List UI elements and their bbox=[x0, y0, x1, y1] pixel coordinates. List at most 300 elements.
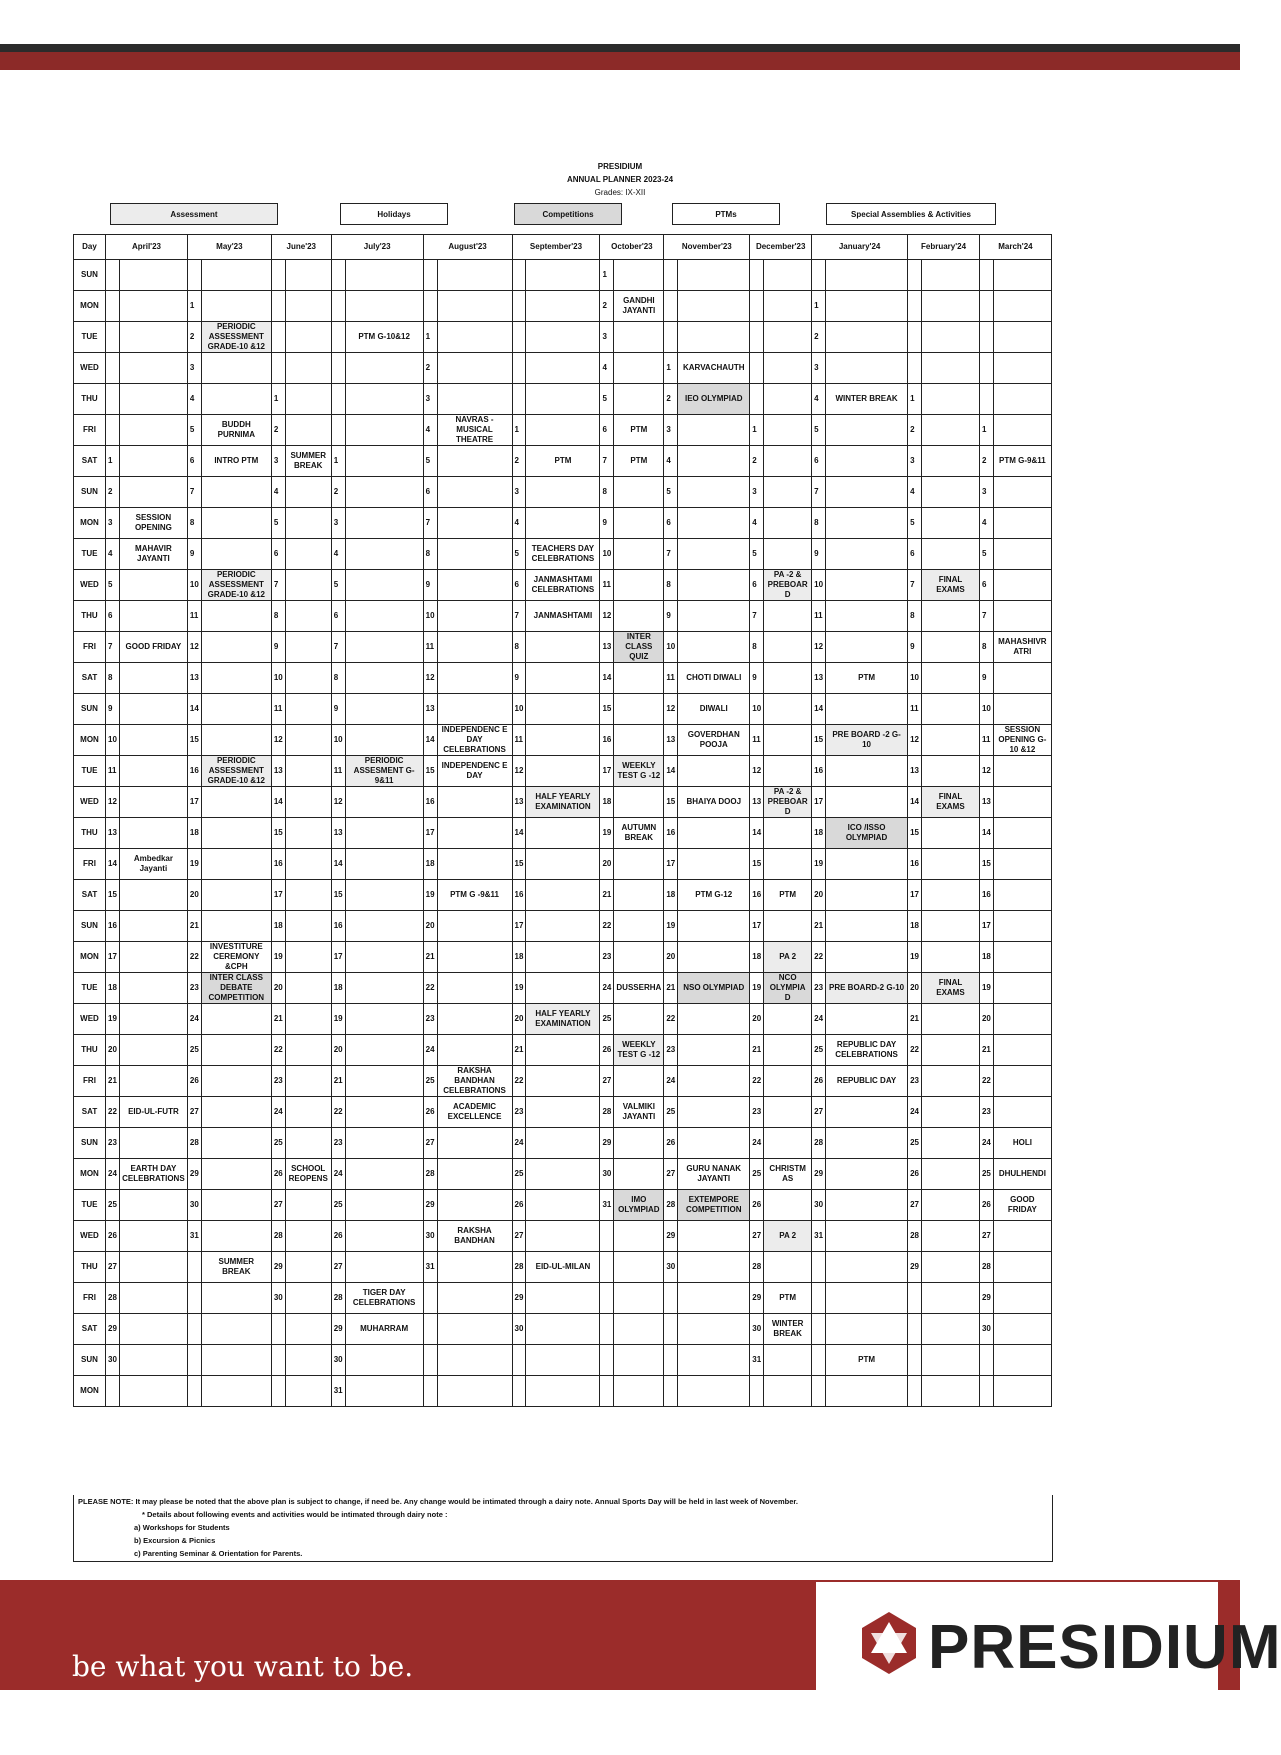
date-number: 5 bbox=[331, 570, 345, 601]
date-number: 30 bbox=[423, 1221, 437, 1252]
event-cell bbox=[921, 818, 979, 849]
event-cell bbox=[826, 601, 908, 632]
date-number: 29 bbox=[512, 1283, 526, 1314]
date-number bbox=[187, 1376, 201, 1407]
event-cell: DHULHENDI bbox=[993, 1159, 1051, 1190]
date-number: 23 bbox=[187, 973, 201, 1004]
event-cell bbox=[526, 663, 600, 694]
date-number: 3 bbox=[331, 508, 345, 539]
event-cell bbox=[678, 849, 750, 880]
date-number: 21 bbox=[106, 1066, 120, 1097]
table-row bbox=[74, 353, 1052, 384]
event-cell: PERIODIC ASSESMENT G-9&11 bbox=[345, 756, 423, 787]
date-number: 7 bbox=[423, 508, 437, 539]
table-row bbox=[74, 942, 1052, 973]
date-number: 26 bbox=[512, 1190, 526, 1221]
event-cell bbox=[921, 1128, 979, 1159]
date-number: 9 bbox=[423, 570, 437, 601]
date-number: 14 bbox=[106, 849, 120, 880]
table-row bbox=[74, 260, 1052, 291]
event-cell bbox=[993, 539, 1051, 570]
date-number: 18 bbox=[600, 787, 614, 818]
event-cell bbox=[285, 632, 331, 663]
date-number: 10 bbox=[908, 663, 922, 694]
event-cell bbox=[826, 291, 908, 322]
date-number: 13 bbox=[600, 632, 614, 663]
event-cell bbox=[526, 1066, 600, 1097]
event-cell bbox=[437, 508, 512, 539]
date-number: 28 bbox=[908, 1221, 922, 1252]
event-cell bbox=[993, 1314, 1051, 1345]
date-number: 12 bbox=[423, 663, 437, 694]
event-cell bbox=[285, 694, 331, 725]
event-cell: EID-UL-MILAN bbox=[526, 1252, 600, 1283]
event-cell: GOVERDHAN POOJA bbox=[678, 725, 750, 756]
date-number: 24 bbox=[512, 1128, 526, 1159]
event-cell bbox=[345, 1066, 423, 1097]
date-number: 2 bbox=[908, 415, 922, 446]
event-cell: INDEPENDENC E DAY CELEBRATIONS bbox=[437, 725, 512, 756]
event-cell bbox=[614, 1221, 664, 1252]
event-cell bbox=[526, 1221, 600, 1252]
date-number: 15 bbox=[331, 880, 345, 911]
date-number: 31 bbox=[331, 1376, 345, 1407]
event-cell bbox=[678, 1283, 750, 1314]
date-number: 14 bbox=[664, 756, 678, 787]
month-header-row bbox=[74, 235, 1052, 260]
date-number: 17 bbox=[271, 880, 285, 911]
event-cell bbox=[764, 1190, 812, 1221]
date-number: 4 bbox=[750, 508, 764, 539]
event-cell bbox=[285, 1066, 331, 1097]
event-cell bbox=[119, 1004, 187, 1035]
legend-competitions: Competitions bbox=[514, 203, 622, 225]
event-cell: PERIODIC ASSESSMENT GRADE-10 &12 bbox=[201, 322, 271, 353]
date-number: 1 bbox=[664, 353, 678, 384]
event-cell bbox=[345, 1345, 423, 1376]
table-row bbox=[74, 1159, 1052, 1190]
date-number bbox=[979, 322, 993, 353]
event-cell bbox=[345, 1252, 423, 1283]
date-number bbox=[331, 415, 345, 446]
date-number: 10 bbox=[664, 632, 678, 663]
date-number: 22 bbox=[600, 911, 614, 942]
date-number: 21 bbox=[979, 1035, 993, 1066]
event-cell bbox=[921, 1376, 979, 1407]
date-number: 29 bbox=[908, 1252, 922, 1283]
legend-special-assemblies: Special Assemblies & Activities bbox=[826, 203, 996, 225]
event-cell bbox=[437, 291, 512, 322]
weekday-cell: THU bbox=[74, 1035, 106, 1066]
event-cell bbox=[614, 1252, 664, 1283]
date-number: 16 bbox=[187, 756, 201, 787]
event-cell bbox=[993, 415, 1051, 446]
date-number: 5 bbox=[187, 415, 201, 446]
event-cell bbox=[345, 508, 423, 539]
event-cell bbox=[764, 260, 812, 291]
event-cell bbox=[614, 787, 664, 818]
event-cell bbox=[285, 1097, 331, 1128]
event-cell: REPUBLIC DAY bbox=[826, 1066, 908, 1097]
weekday-cell: WED bbox=[74, 570, 106, 601]
event-cell bbox=[201, 818, 271, 849]
event-cell bbox=[993, 477, 1051, 508]
event-cell bbox=[526, 849, 600, 880]
date-number: 8 bbox=[908, 601, 922, 632]
event-cell bbox=[526, 353, 600, 384]
date-number: 30 bbox=[979, 1314, 993, 1345]
event-cell bbox=[345, 942, 423, 973]
event-cell bbox=[764, 725, 812, 756]
date-number bbox=[908, 1345, 922, 1376]
event-cell bbox=[437, 942, 512, 973]
date-number: 7 bbox=[908, 570, 922, 601]
date-number: 23 bbox=[512, 1097, 526, 1128]
weekday-cell: MON bbox=[74, 1376, 106, 1407]
date-number: 24 bbox=[812, 1004, 826, 1035]
date-number bbox=[664, 1314, 678, 1345]
event-cell bbox=[921, 291, 979, 322]
date-number: 25 bbox=[812, 1035, 826, 1066]
date-number: 28 bbox=[331, 1283, 345, 1314]
date-number bbox=[750, 1376, 764, 1407]
event-cell bbox=[921, 260, 979, 291]
event-cell bbox=[285, 477, 331, 508]
date-number: 4 bbox=[423, 415, 437, 446]
event-cell bbox=[437, 1376, 512, 1407]
date-number: 3 bbox=[979, 477, 993, 508]
event-cell: PTM bbox=[764, 1283, 812, 1314]
event-cell: EXTEMPORE COMPETITION bbox=[678, 1190, 750, 1221]
weekday-cell: SAT bbox=[74, 880, 106, 911]
date-number: 20 bbox=[812, 880, 826, 911]
event-cell bbox=[921, 1159, 979, 1190]
date-number bbox=[331, 353, 345, 384]
event-cell bbox=[764, 1035, 812, 1066]
date-number: 7 bbox=[979, 601, 993, 632]
table-row bbox=[74, 322, 1052, 353]
date-number: 27 bbox=[423, 1128, 437, 1159]
date-number: 15 bbox=[908, 818, 922, 849]
event-cell: PTM bbox=[614, 415, 664, 446]
date-number bbox=[271, 1314, 285, 1345]
date-number: 20 bbox=[600, 849, 614, 880]
event-cell bbox=[526, 632, 600, 663]
event-cell bbox=[201, 477, 271, 508]
event-cell bbox=[285, 260, 331, 291]
weekday-cell: TUE bbox=[74, 756, 106, 787]
event-cell bbox=[678, 756, 750, 787]
date-number: 10 bbox=[106, 725, 120, 756]
event-cell bbox=[119, 1252, 187, 1283]
date-number: 16 bbox=[106, 911, 120, 942]
event-cell bbox=[921, 1035, 979, 1066]
event-cell bbox=[119, 1190, 187, 1221]
event-cell bbox=[526, 1128, 600, 1159]
table-row bbox=[74, 1221, 1052, 1252]
event-cell bbox=[526, 973, 600, 1004]
event-cell bbox=[345, 415, 423, 446]
date-number: 1 bbox=[908, 384, 922, 415]
event-cell bbox=[921, 415, 979, 446]
event-cell bbox=[921, 849, 979, 880]
weekday-cell: SUN bbox=[74, 477, 106, 508]
date-number: 28 bbox=[271, 1221, 285, 1252]
event-cell bbox=[678, 322, 750, 353]
date-number bbox=[979, 260, 993, 291]
date-number bbox=[908, 291, 922, 322]
table-row bbox=[74, 601, 1052, 632]
date-number: 3 bbox=[423, 384, 437, 415]
event-cell bbox=[437, 1159, 512, 1190]
notes-box bbox=[73, 1495, 1053, 1562]
date-number: 8 bbox=[271, 601, 285, 632]
event-cell bbox=[614, 384, 664, 415]
event-cell bbox=[678, 632, 750, 663]
date-number: 14 bbox=[750, 818, 764, 849]
month-header: December'23 bbox=[750, 235, 812, 260]
date-number: 6 bbox=[271, 539, 285, 570]
date-number: 16 bbox=[979, 880, 993, 911]
event-cell bbox=[614, 1314, 664, 1345]
event-cell: WINTER BREAK bbox=[764, 1314, 812, 1345]
date-number: 3 bbox=[187, 353, 201, 384]
table-row bbox=[74, 880, 1052, 911]
date-number: 26 bbox=[187, 1066, 201, 1097]
event-cell: PTM bbox=[826, 663, 908, 694]
date-number: 29 bbox=[979, 1283, 993, 1314]
date-number: 10 bbox=[331, 725, 345, 756]
date-number: 30 bbox=[331, 1345, 345, 1376]
date-number: 28 bbox=[979, 1252, 993, 1283]
date-number: 15 bbox=[423, 756, 437, 787]
event-cell bbox=[921, 1066, 979, 1097]
date-number: 6 bbox=[750, 570, 764, 601]
date-number: 11 bbox=[271, 694, 285, 725]
event-cell bbox=[345, 570, 423, 601]
date-number bbox=[750, 291, 764, 322]
event-cell bbox=[119, 1283, 187, 1314]
date-number: 27 bbox=[600, 1066, 614, 1097]
date-number: 11 bbox=[908, 694, 922, 725]
date-number: 31 bbox=[812, 1221, 826, 1252]
event-cell bbox=[993, 384, 1051, 415]
event-cell bbox=[921, 1314, 979, 1345]
date-number bbox=[664, 291, 678, 322]
event-cell: MAHASHIVR ATRI bbox=[993, 632, 1051, 663]
date-number: 4 bbox=[331, 539, 345, 570]
event-cell bbox=[921, 880, 979, 911]
event-cell: ACADEMIC EXCELLENCE bbox=[437, 1097, 512, 1128]
event-cell bbox=[526, 291, 600, 322]
event-cell bbox=[614, 1345, 664, 1376]
date-number: 3 bbox=[512, 477, 526, 508]
date-number: 27 bbox=[812, 1097, 826, 1128]
date-number: 10 bbox=[812, 570, 826, 601]
event-cell bbox=[285, 787, 331, 818]
date-number: 20 bbox=[423, 911, 437, 942]
date-number: 19 bbox=[812, 849, 826, 880]
event-cell: PTM bbox=[764, 880, 812, 911]
event-cell bbox=[201, 1314, 271, 1345]
date-number: 30 bbox=[664, 1252, 678, 1283]
date-number: 25 bbox=[979, 1159, 993, 1190]
month-header: May'23 bbox=[187, 235, 271, 260]
date-number: 1 bbox=[187, 291, 201, 322]
weekday-cell: TUE bbox=[74, 1190, 106, 1221]
event-cell: HOLI bbox=[993, 1128, 1051, 1159]
event-cell bbox=[526, 260, 600, 291]
date-number: 24 bbox=[331, 1159, 345, 1190]
event-cell: INTER CLASS QUIZ bbox=[614, 632, 664, 663]
event-cell bbox=[826, 1252, 908, 1283]
date-number bbox=[979, 384, 993, 415]
event-cell bbox=[526, 1035, 600, 1066]
event-cell bbox=[119, 1066, 187, 1097]
event-cell bbox=[437, 384, 512, 415]
event-cell bbox=[614, 1376, 664, 1407]
event-cell bbox=[764, 477, 812, 508]
date-number: 20 bbox=[512, 1004, 526, 1035]
date-number bbox=[908, 353, 922, 384]
date-number bbox=[812, 1283, 826, 1314]
event-cell bbox=[201, 1159, 271, 1190]
event-cell bbox=[993, 787, 1051, 818]
date-number: 16 bbox=[331, 911, 345, 942]
event-cell bbox=[345, 880, 423, 911]
event-cell bbox=[826, 446, 908, 477]
event-cell bbox=[826, 1159, 908, 1190]
date-number: 25 bbox=[423, 1066, 437, 1097]
date-number: 16 bbox=[271, 849, 285, 880]
event-cell bbox=[437, 1252, 512, 1283]
event-cell bbox=[993, 1097, 1051, 1128]
event-cell: PRE BOARD-2 G-10 bbox=[826, 973, 908, 1004]
event-cell bbox=[526, 415, 600, 446]
event-cell bbox=[614, 260, 664, 291]
month-header: July'23 bbox=[331, 235, 423, 260]
date-number: 4 bbox=[187, 384, 201, 415]
event-cell bbox=[921, 477, 979, 508]
date-number: 21 bbox=[908, 1004, 922, 1035]
date-number: 14 bbox=[812, 694, 826, 725]
date-number: 24 bbox=[908, 1097, 922, 1128]
event-cell bbox=[119, 601, 187, 632]
event-cell bbox=[345, 539, 423, 570]
event-cell bbox=[119, 818, 187, 849]
date-number: 17 bbox=[512, 911, 526, 942]
date-number: 24 bbox=[271, 1097, 285, 1128]
date-number bbox=[908, 1314, 922, 1345]
weekday-cell: FRI bbox=[74, 849, 106, 880]
event-cell bbox=[993, 756, 1051, 787]
event-cell: FINAL EXAMS bbox=[921, 787, 979, 818]
note-item: a) Workshops for Students bbox=[134, 1523, 230, 1532]
date-number: 31 bbox=[600, 1190, 614, 1221]
date-number: 8 bbox=[106, 663, 120, 694]
event-cell bbox=[201, 787, 271, 818]
date-number bbox=[423, 1345, 437, 1376]
event-cell: FINAL EXAMS bbox=[921, 973, 979, 1004]
date-number: 3 bbox=[106, 508, 120, 539]
date-number: 23 bbox=[812, 973, 826, 1004]
event-cell bbox=[993, 1221, 1051, 1252]
weekday-cell: TUE bbox=[74, 539, 106, 570]
date-number bbox=[106, 1376, 120, 1407]
event-cell: DIWALI bbox=[678, 694, 750, 725]
date-number: 6 bbox=[331, 601, 345, 632]
date-number: 31 bbox=[187, 1221, 201, 1252]
date-number: 22 bbox=[106, 1097, 120, 1128]
table-row bbox=[74, 756, 1052, 787]
event-cell bbox=[119, 973, 187, 1004]
event-cell bbox=[437, 818, 512, 849]
date-number: 6 bbox=[600, 415, 614, 446]
event-cell: PA -2 & PREBOAR D bbox=[764, 787, 812, 818]
planner-table bbox=[73, 234, 1052, 1407]
date-number: 13 bbox=[512, 787, 526, 818]
date-number: 20 bbox=[750, 1004, 764, 1035]
event-cell bbox=[345, 1128, 423, 1159]
event-cell bbox=[437, 260, 512, 291]
event-cell bbox=[526, 694, 600, 725]
planner-title: ANNUAL PLANNER 2023-24 bbox=[566, 175, 674, 184]
event-cell bbox=[285, 880, 331, 911]
event-cell bbox=[119, 1345, 187, 1376]
date-number: 15 bbox=[106, 880, 120, 911]
event-cell bbox=[345, 1097, 423, 1128]
event-cell: NCO OLYMPIA D bbox=[764, 973, 812, 1004]
event-cell bbox=[201, 1221, 271, 1252]
date-number: 18 bbox=[979, 942, 993, 973]
date-number: 17 bbox=[664, 849, 678, 880]
date-number: 4 bbox=[106, 539, 120, 570]
org-name: PRESIDIUM bbox=[597, 162, 643, 171]
event-cell bbox=[201, 632, 271, 663]
event-cell bbox=[614, 880, 664, 911]
event-cell: PTM bbox=[526, 446, 600, 477]
event-cell bbox=[345, 973, 423, 1004]
date-number: 30 bbox=[812, 1190, 826, 1221]
date-number: 13 bbox=[271, 756, 285, 787]
event-cell bbox=[993, 1066, 1051, 1097]
date-number: 26 bbox=[908, 1159, 922, 1190]
event-cell bbox=[993, 1283, 1051, 1314]
event-cell bbox=[614, 539, 664, 570]
event-cell bbox=[826, 756, 908, 787]
date-number: 23 bbox=[106, 1128, 120, 1159]
event-cell: CHOTI DIWALI bbox=[678, 663, 750, 694]
event-cell bbox=[826, 849, 908, 880]
event-cell bbox=[119, 570, 187, 601]
event-cell bbox=[614, 1159, 664, 1190]
date-number: 5 bbox=[812, 415, 826, 446]
date-number: 28 bbox=[187, 1128, 201, 1159]
date-number: 1 bbox=[271, 384, 285, 415]
date-number: 12 bbox=[750, 756, 764, 787]
date-number bbox=[271, 322, 285, 353]
event-cell bbox=[526, 942, 600, 973]
event-cell bbox=[437, 570, 512, 601]
date-number bbox=[271, 1345, 285, 1376]
event-cell bbox=[119, 880, 187, 911]
event-cell bbox=[614, 508, 664, 539]
date-number: 12 bbox=[187, 632, 201, 663]
date-number: 20 bbox=[908, 973, 922, 1004]
date-number: 12 bbox=[106, 787, 120, 818]
event-cell: MAHAVIR JAYANTI bbox=[119, 539, 187, 570]
event-cell bbox=[826, 508, 908, 539]
